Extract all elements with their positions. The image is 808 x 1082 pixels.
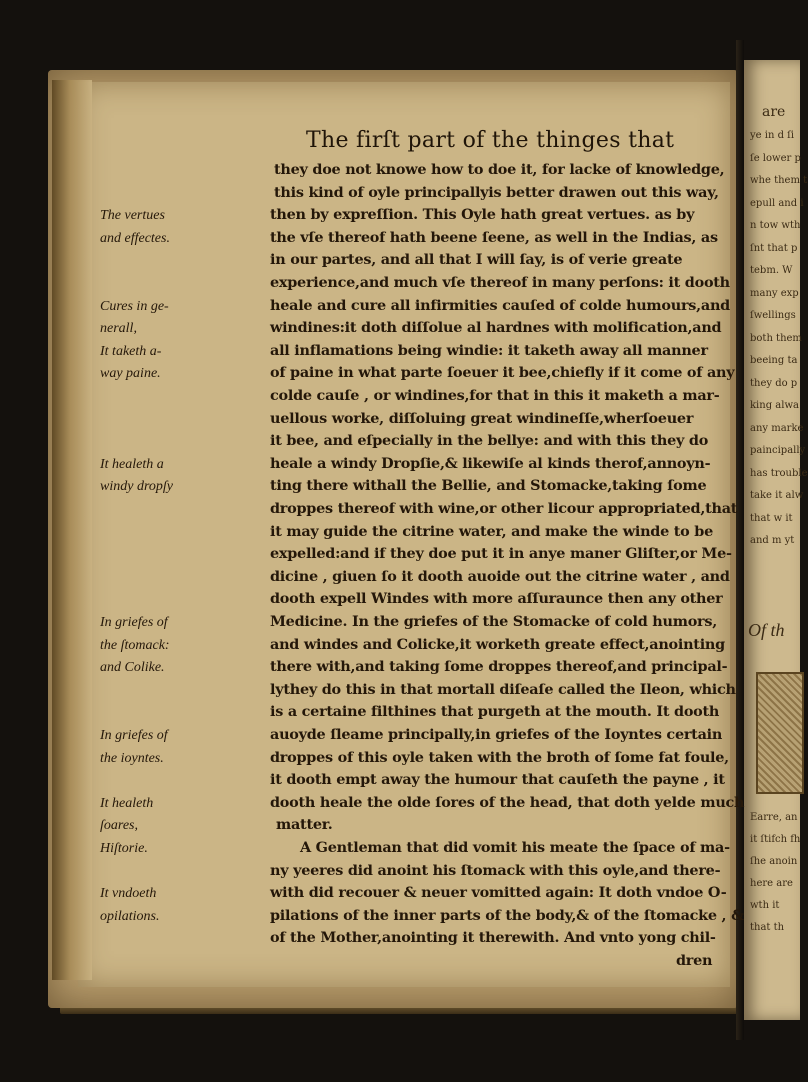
text-line: dicine , giuen ſo it dooth auoide out the citrine water , and [270, 567, 730, 585]
margin-note: opilations. [100, 908, 160, 924]
book-gutter [736, 40, 744, 1040]
margin-note: way paine. [100, 366, 161, 382]
text-line: of the Mother,anointing it therewith. And vnto yong chil- [270, 929, 716, 947]
text-line: is a certaine filthines that purgeth at the mouth. It dooth [270, 703, 720, 721]
text-line: they doe not knowe how to doe it, for lacke of knowledge, [274, 161, 725, 178]
text-line: lythey do this in that mortall diſeaſe called the Ileon, which [270, 680, 736, 698]
margin-note: and Colike. [100, 660, 165, 676]
facing-text-line: any marke [750, 422, 804, 434]
facing-page [744, 60, 808, 1020]
facing-text-line: whe them t [750, 175, 808, 186]
text-line: uellous worke, diſſoluing great windineſſe,wherſoeuer [270, 409, 694, 427]
margin-note: Hiſtorie. [100, 841, 148, 856]
text-line: then by expreſſion. This Oyle hath great vertues. as by [270, 206, 695, 224]
margin-note: windy dropſy [100, 479, 173, 495]
margin-note: the ioyntes. [100, 750, 164, 766]
text-line: droppes thereof with wine,or other licour appropriated,that [270, 500, 738, 517]
facing-text-line: and m yt [750, 535, 795, 546]
facing-text-line: paincipally [750, 445, 806, 456]
margin-note: nerall, [100, 321, 137, 337]
margin-note: In griefes of [100, 728, 168, 743]
text-line: the vſe thereof hath beene ſeene, as well in the Indias, as [270, 228, 718, 246]
facing-text-line: wth it [750, 900, 780, 911]
text-line: this kind of oyle principallyis better drawen out this way, [274, 183, 719, 201]
text-line: Medicine. In the griefes of the Stomacke of cold humors, [270, 613, 717, 630]
facing-text-line: take it alw [750, 490, 804, 501]
text-line: and windes and Colicke,it worketh greate effect,anointing [270, 635, 725, 653]
margin-note: Cures in ge- [100, 298, 169, 314]
facing-text-line: they do p [750, 377, 798, 389]
text-line: dooth expell Windes with more aſſuraunce then any other [270, 590, 723, 608]
text-line: in our partes, and all that I will ſay, is of verie greate [270, 251, 683, 269]
facing-text-line: Earre, an [750, 812, 798, 823]
facing-text-line: ſnt that p [750, 242, 798, 254]
facing-text-line: here are [750, 878, 793, 889]
text-line: A Gentleman that did vomit his meate the ſpace of ma- [300, 839, 730, 856]
book-spine [52, 80, 92, 980]
facing-text-line: ſwellings [750, 310, 796, 321]
text-line: it may guide the citrine water, and make the winde to be [270, 522, 714, 540]
facing-text-line: many exp [750, 287, 799, 299]
text-line: experience,and much vſe thereof in many perſons: it dooth [270, 274, 730, 291]
text-line: all inflamations being windie: it taketh away all manner [270, 341, 708, 359]
text-line: it dooth empt away the humour that cauſeth the payne , it [270, 771, 725, 789]
text-line: auoyde ſleame principally,in griefes of the Ioyntes certain [270, 726, 723, 743]
text-line: ny yeeres did anoint his ſtomack with this oyle,and there- [270, 861, 721, 879]
text-line: dren [676, 952, 713, 969]
facing-text-line: are [762, 104, 786, 120]
facing-text-line: ye in d ſi [750, 130, 795, 141]
facing-text-line: both them [750, 332, 802, 344]
text-line: heale and cure all infirmities cauſed of colde humours,and [270, 296, 730, 314]
margin-note: and effectes. [100, 230, 170, 246]
text-line: colde cauſe , or windines,for that in this it maketh a mar- [270, 387, 720, 404]
margin-note: It taketh a- [100, 343, 162, 359]
facing-text-line: n tow wth [750, 220, 801, 231]
facing-text-line: that w it [750, 512, 793, 524]
text-line: matter. [276, 816, 333, 834]
facing-page-heading: Of th [748, 620, 785, 640]
facing-text-line: king alwa [750, 400, 799, 411]
text-line: pilations of the inner parts of the body,& of the ſtomacke , & [270, 906, 744, 924]
text-line: ting there withall the Bellie, and Stomacke,taking ſome [270, 477, 707, 495]
text-line: windines:it doth diſſolue al hardnes with molification,and [270, 319, 722, 337]
text-line: droppes of this oyle taken with the broth of ſome fat foule, [270, 748, 729, 766]
margin-note: It healeth [100, 795, 154, 811]
margin-note: It vndoeth [100, 886, 157, 902]
margin-note: The vertues [100, 208, 165, 224]
text-line: dooth heale the olde ſores of the head, that doth yelde much [270, 793, 745, 811]
facing-text-line: epull and i [750, 197, 804, 209]
woodcut-illustration [756, 672, 804, 794]
text-line: it bee, and eſpecially in the bellye: and with this they do [270, 432, 709, 450]
text-line: of paine in what parte ſoeuer it bee,chiefly if it come of any [270, 364, 735, 382]
margin-note: In griefes of [100, 615, 168, 630]
text-line: there with,and taking ſome droppes thereof,and principal- [270, 658, 728, 676]
facing-text-line: it ſtifch fh [750, 834, 801, 845]
margin-note: ſoares, [100, 818, 138, 834]
text-line: with did recouer & neuer vomitted again: It doth vndoe O- [270, 884, 727, 902]
facing-text-line: ſhe anoin [750, 856, 798, 867]
margin-note: It healeth a [100, 456, 164, 472]
facing-text-line: beeing ta [750, 355, 798, 366]
facing-text-line: has trouble [750, 467, 808, 479]
facing-text-line: ſe lower p [750, 152, 801, 164]
facing-text-line: that th [750, 922, 785, 933]
text-line: expelled:and if they doe put it in anye maner Gliſter,or Me- [270, 545, 732, 563]
running-header: The firſt part of the thinges that [306, 128, 675, 153]
facing-text-line: tebm. W [750, 265, 793, 276]
text-line: heale a windy Dropſie,& likewiſe al kinds therof,annoyn- [270, 454, 711, 472]
margin-note: the ſtomack: [100, 637, 170, 653]
